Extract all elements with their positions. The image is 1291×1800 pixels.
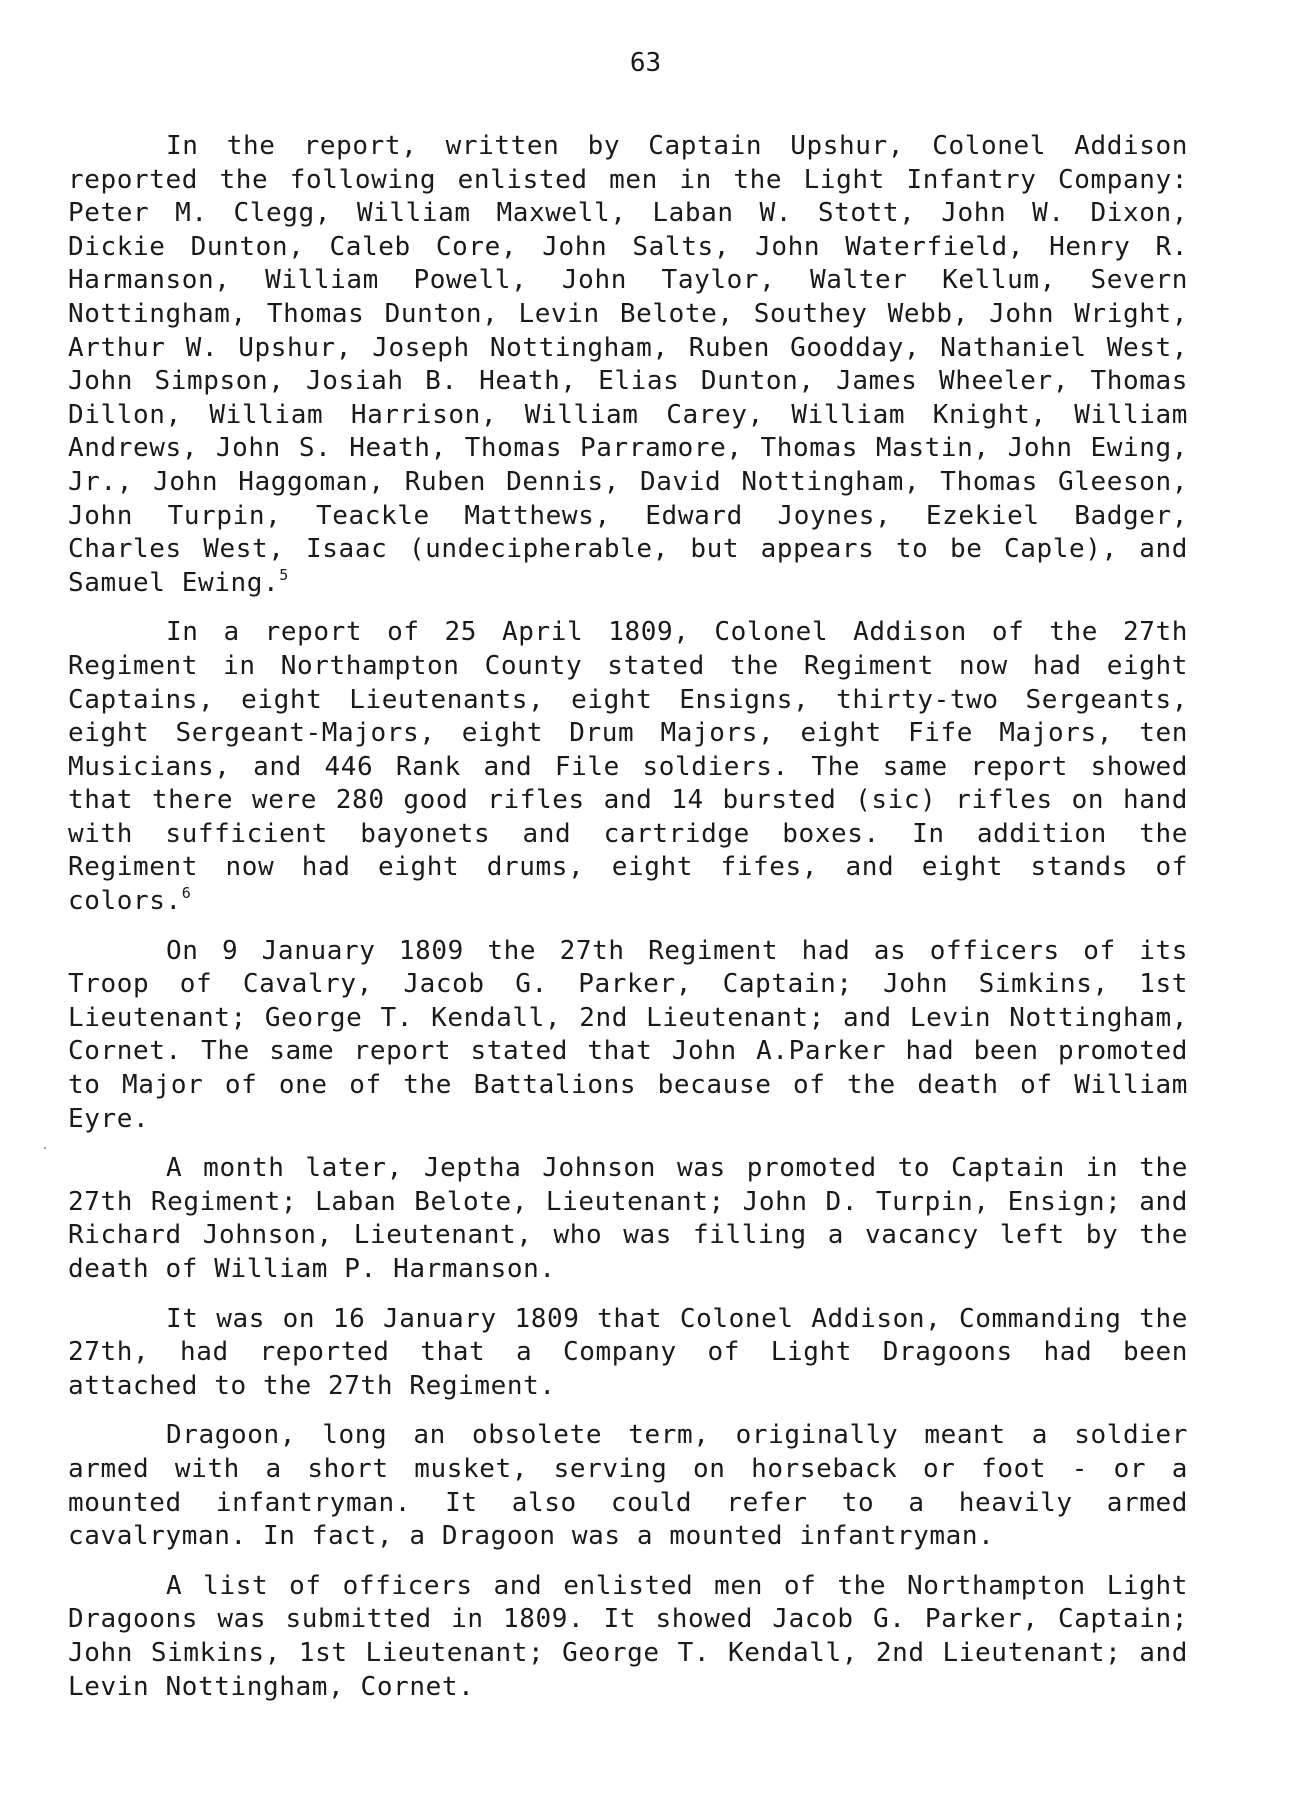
body-text <box>68 130 1188 1720</box>
paragraph-dragoon-definition <box>68 1419 1188 1553</box>
paragraph-light-infantry-roster <box>68 130 1188 600</box>
paragraph-text: In a report of 25 April 1809, Colonel Addison of the 27th Regiment in Northampton County stated the Regiment now had eight Captains, eight Lieutenants, eight Ensigns, thirty-two Sergeants, eight Sergeant-Majors, eight Drum Majors, eight Fife Majors, ten Musicians, and 446 Rank and File soldiers. The same report showed that there were 280 good rifles and 14 bursted (sic) rifles on hand with sufficient bayonets and cartridge boxes. In addition the Regiment now had eight drums, eight fifes, and eight stands of colors. <box>68 617 1188 917</box>
paragraph-text: On 9 January 1809 the 27th Regiment had as officers of its Troop of Cavalry, Jacob G. Parker, Captain; John Simkins, 1st Lieutenant; George T. Kendall, 2nd Lieutenant; and Levin Nottingham, Cornet. The same report stated that John A.Parker had been promoted to Major of one of the Battalions because of the death of William Eyre. <box>68 935 1188 1134</box>
page-number: 63 <box>629 48 662 78</box>
paragraph-light-dragoons-attached <box>68 1303 1188 1404</box>
paragraph-text: A list of officers and enlisted men of the Northampton Light Dragoons was submitted in 1809. It showed Jacob G. Parker, Captain; John Simkins, 1st Lieutenant; George T. Kendall, 2nd Lieutenant; and Levin Nottingham, Cornet. <box>68 1570 1188 1702</box>
paragraph-dragoon-officers-list <box>68 1570 1188 1704</box>
footnote-marker: 6 <box>181 884 191 903</box>
paragraph-promotions <box>68 1152 1188 1286</box>
paragraph-regiment-report <box>68 616 1188 918</box>
scan-speck <box>44 1147 46 1149</box>
paragraph-text: In the report, written by Captain Upshur, Colonel Addison reported the following enlisted men in the Light Infantry Company: Peter M. Clegg, William Maxwell, Laban W. Stott, John W. Dixon, Dickie Dunton, Caleb Core, John Salts, John Waterfield, Henry R. Harmanson, William Powell, John Taylor, Walter Kellum, Severn Nottingham, Thomas Dunton, Levin Belote, Southey Webb, John Wright, Arthur W. Upshur, Joseph Nottingham, Ruben Goodday, Nathaniel West, John Simpson, Josiah B. Heath, Elias Dunton, James Wheeler, Thomas Dillon, William Harrison, William Carey, William Knight, William Andrews, John S. Heath, Thomas Parramore, Thomas Mastin, John Ewing, Jr., John Haggoman, Ruben Dennis, David Nottingham, Thomas Gleeson, John Turpin, Teackle Matthews, Edward Joynes, Ezekiel Badger, Charles West, Isaac (undecipherable, but appears to be Caple), and Samuel Ewing. <box>68 131 1188 598</box>
paragraph-text: Dragoon, long an obsolete term, originally meant a soldier armed with a short musket, serving on horseback or foot - or a mounted infantryman. It also could refer to a heavily armed cavalryman. In fact, a Dragoon was a mounted infantryman. <box>68 1420 1188 1552</box>
paragraph-cavalry-officers <box>68 935 1188 1137</box>
footnote-marker: 5 <box>279 565 289 584</box>
paragraph-text: A month later, Jeptha Johnson was promoted to Captain in the 27th Regiment; Laban Belote, Lieutenant; John D. Turpin, Ensign; and Richard Johnson, Lieutenant, who was filling a vacancy left by the death of William P. Harmanson. <box>68 1153 1188 1284</box>
paragraph-text: It was on 16 January 1809 that Colonel Addison, Commanding the 27th, had reported that a Company of Light Dragoons had been attached to the 27th Regiment. <box>68 1303 1188 1401</box>
